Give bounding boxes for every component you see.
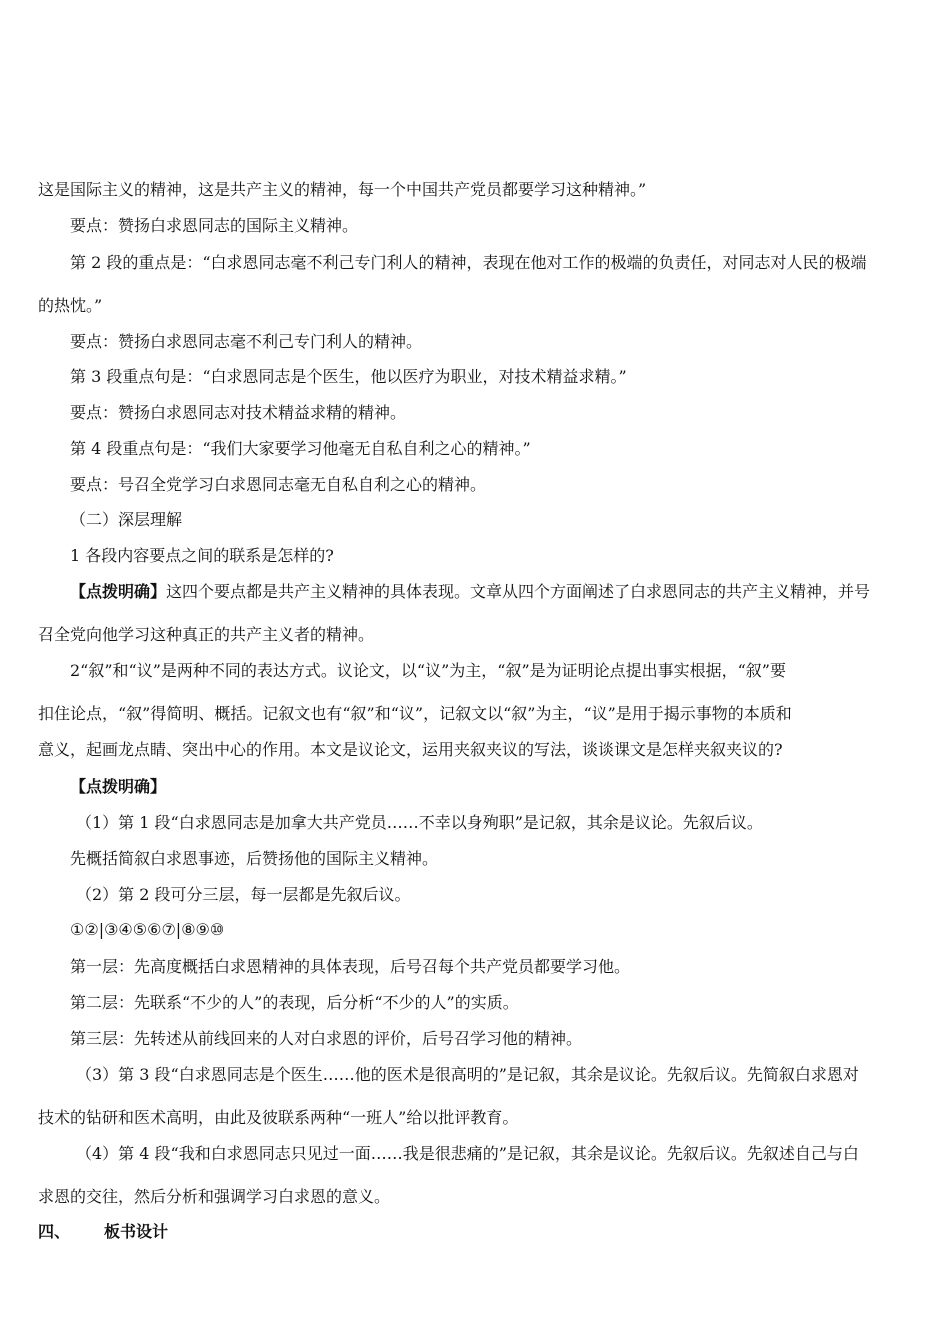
answer-line: （3）第 3 段“白求恩同志是个医生……他的医术是很高明的”是记叙，其余是议论。先叙后议。先简叙白求恩对 [76,1065,859,1084]
answer-line: 第二层：先联系“不少的人”的表现，后分析“不少的人”的实质。 [70,993,519,1012]
paragraph-line: 要点：赞扬白求恩同志的国际主义精神。 [70,216,359,235]
paragraph-line: 这是国际主义的精神，这是共产主义的精神，每一个中国共产党员都要学习这种精神。” [38,180,647,199]
section-title: 板书设计 [104,1222,169,1241]
answer-line: 技术的钻研和医术高明，由此及彼联系两种“一班人”给以批评教育。 [38,1108,519,1127]
circled-numbers-line: ①②|③④⑤⑥⑦|⑧⑨⑩ [70,920,225,939]
answer-line: 第三层：先转述从前线回来的人对白求恩的评价，后号召学习他的精神。 [70,1029,583,1048]
question-line: 2“叙”和“议”是两种不同的表达方式。议论文，以“议”为主，“叙”是为证明论点提出事实根据，“叙”要 [70,661,786,680]
answer-heading: 【点拨明确】 [70,777,167,796]
subheading: （二）深层理解 [70,510,183,529]
answer-line: 第一层：先高度概括白求恩精神的具体表现，后号召每个共产党员都要学习他。 [70,957,631,976]
paragraph-line: 第 4 段重点句是：“我们大家要学习他毫无自私自利之心的精神。” [70,439,531,458]
answer-line: （2）第 2 段可分三层，每一层都是先叙后议。 [76,885,411,904]
paragraph-line: 第 2 段的重点是：“白求恩同志毫不利己专门利人的精神，表现在他对工作的极端的负责任，对同志对人民的极端 [70,253,867,272]
paragraph-line: 第 3 段重点句是：“白求恩同志是个医生，他以医疗为职业，对技术精益求精。” [70,367,627,386]
answer-line: （1）第 1 段“白求恩同志是加拿大共产党员……不幸以身殉职”是记叙，其余是议论。先叙后议。 [76,813,763,832]
answer-line: （4）第 4 段“我和白求恩同志只见过一面……我是很悲痛的”是记叙，其余是议论。先叙后议。先叙述自己与白 [76,1144,859,1163]
paragraph-line: 要点：赞扬白求恩同志对技术精益求精的精神。 [70,403,407,422]
paragraph-line: 要点：号召全党学习白求恩同志毫无自私自利之心的精神。 [70,475,487,494]
answer-line: 召全党向他学习这种真正的共产主义者的精神。 [38,625,375,644]
answer-line: 【点拨明确】这四个要点都是共产主义精神的具体表现。文章从四个方面阐述了白求恩同志的共产主义精神，并号 [70,582,871,601]
question-line: 意义，起画龙点睛、突出中心的作用。本文是议论文，运用夹叙夹议的写法，谈谈课文是怎样夹叙夹议的? [38,740,783,759]
answer-line: 先概括简叙白求恩事迹，后赞扬他的国际主义精神。 [70,849,439,868]
answer-line: 求恩的交往，然后分析和强调学习白求恩的意义。 [38,1187,391,1206]
question-line: 扣住论点，“叙”得简明、概括。记叙文也有“叙”和“议”，记叙文以“叙”为主，“议”是用于揭示事物的本质和 [38,704,792,723]
question-line: 1 各段内容要点之间的联系是怎样的? [70,546,334,565]
section-number: 四、 [38,1222,71,1241]
paragraph-line: 的热忱。” [38,296,103,315]
paragraph-line: 要点：赞扬白求恩同志毫不利己专门利人的精神。 [70,332,423,351]
